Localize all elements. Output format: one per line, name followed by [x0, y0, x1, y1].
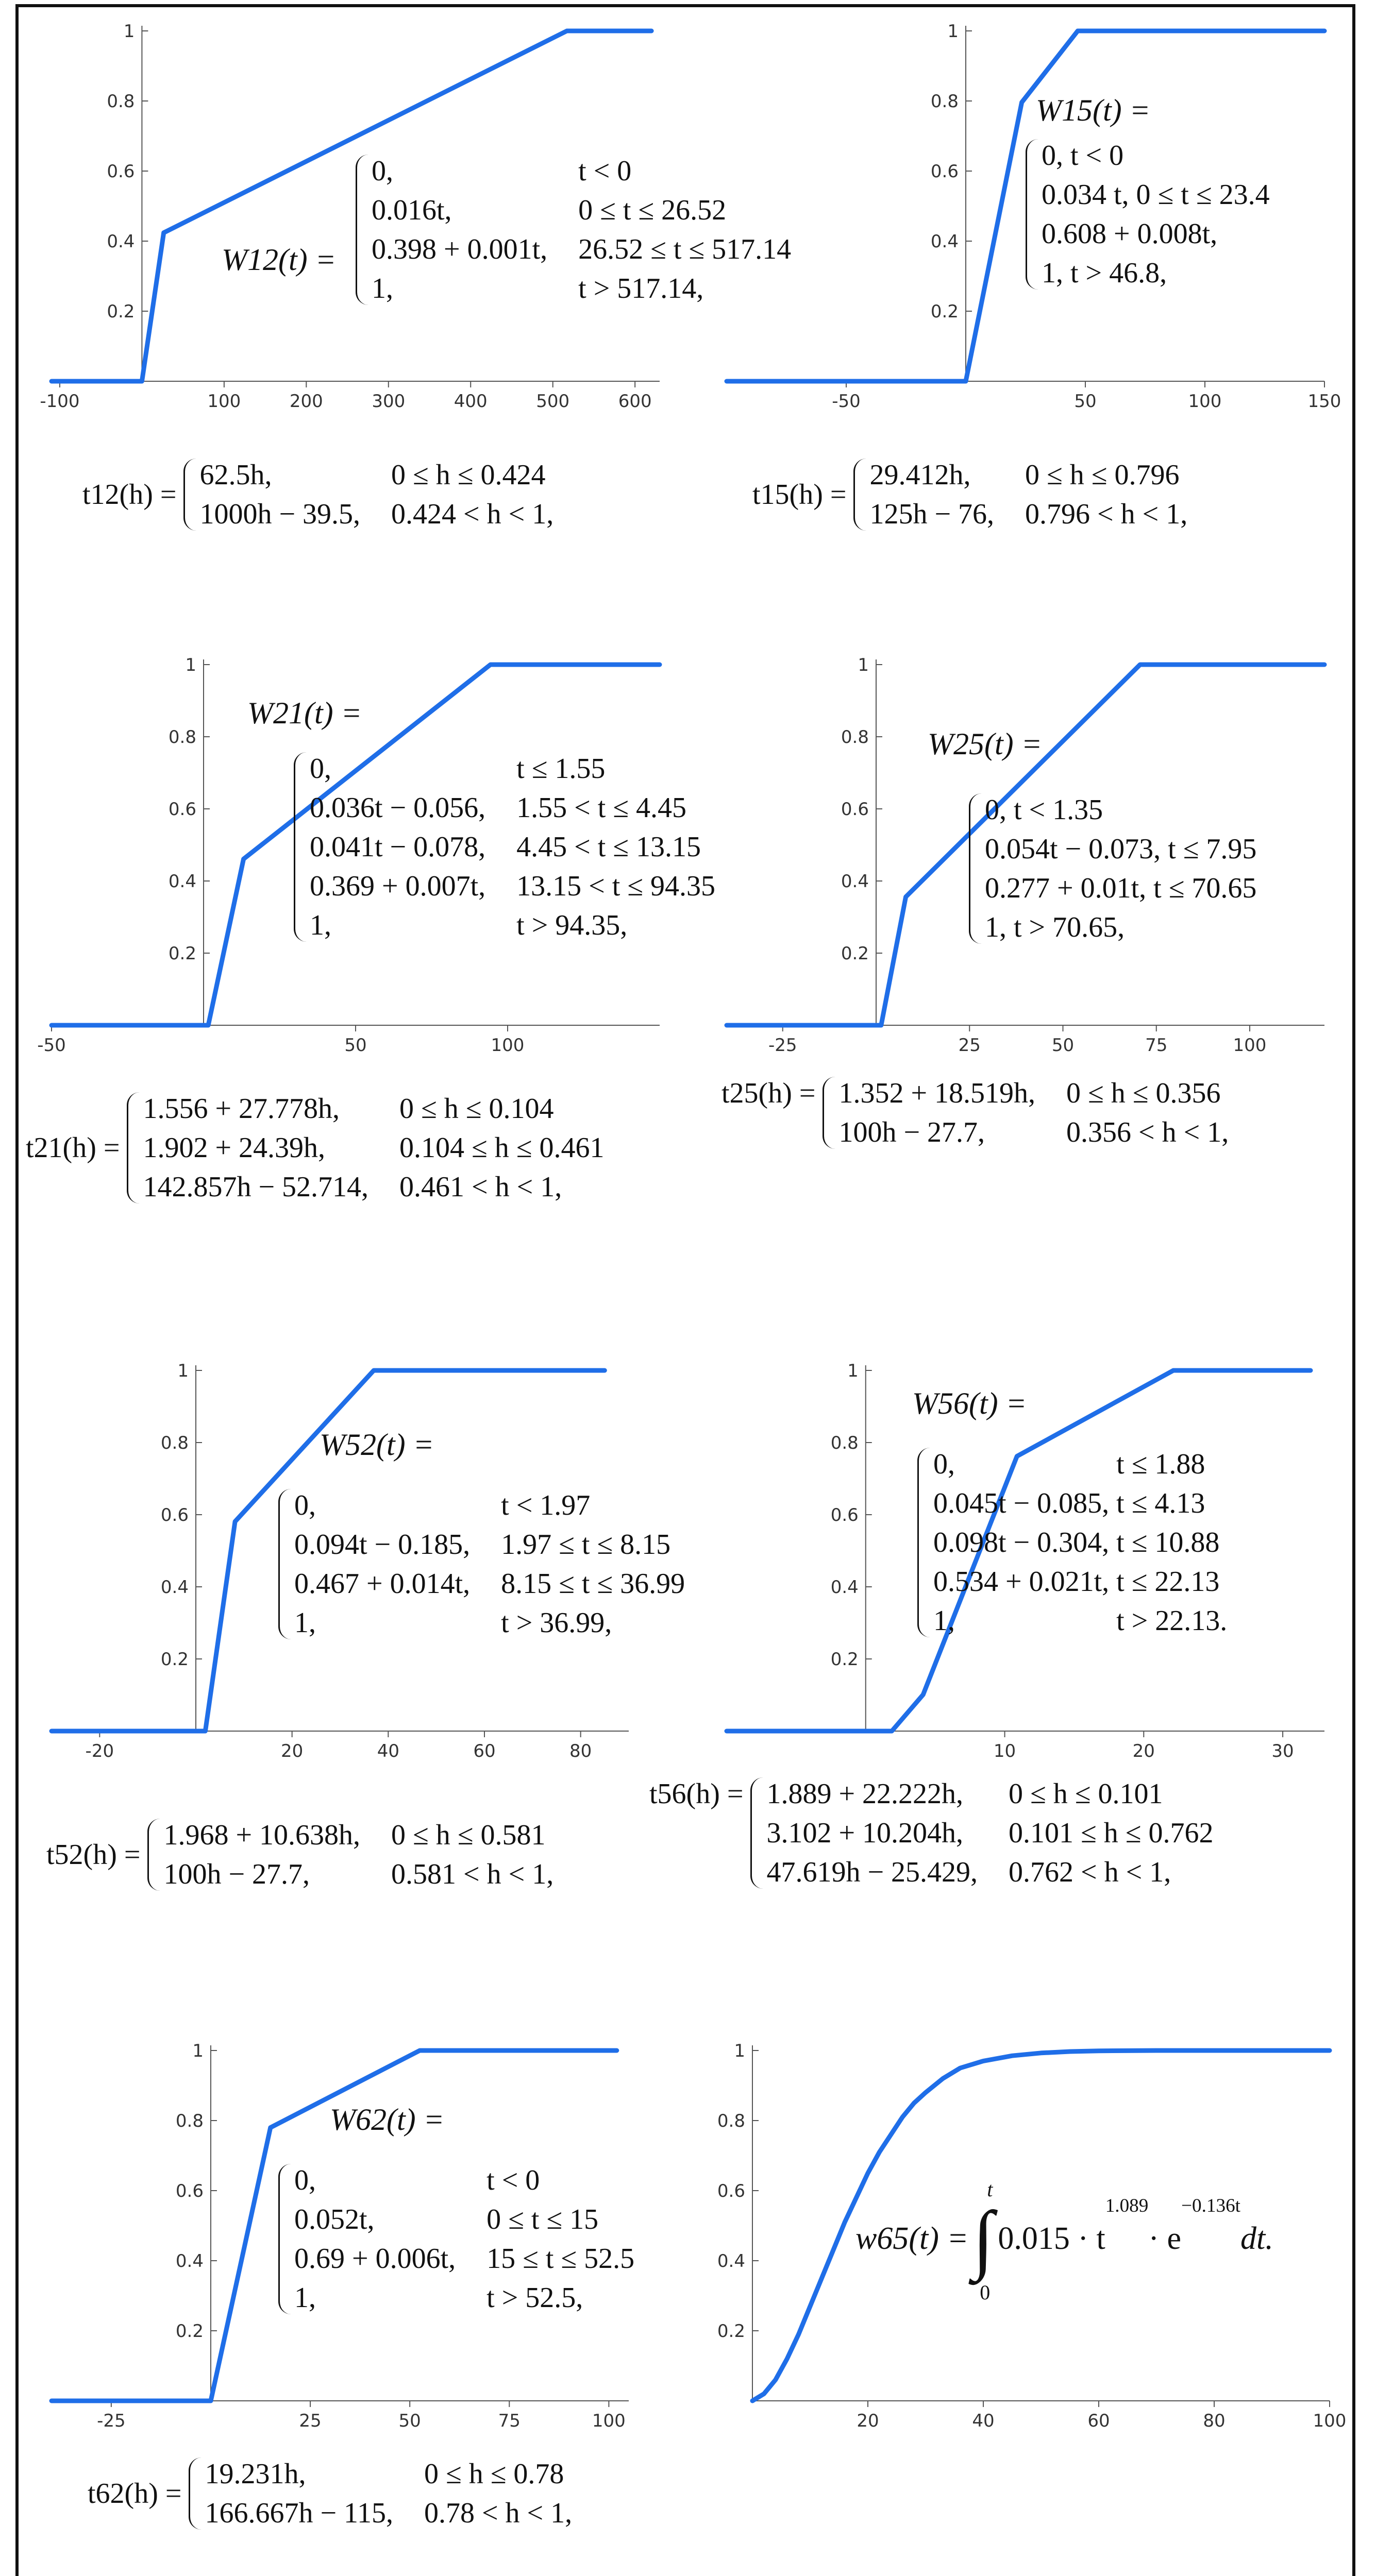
y-tick-label: 0.6 — [717, 2181, 745, 2201]
y-tick-label: 0.4 — [168, 871, 196, 892]
case-cond: t > 517.14, — [578, 273, 704, 304]
case-cond: t > 36.99, — [501, 1607, 612, 1639]
x-tick-label: 50 — [1074, 391, 1097, 412]
x-tick-label: 100 — [491, 1035, 525, 1056]
case-cond: 1.97 ≤ t ≤ 8.15 — [501, 1529, 671, 1561]
case-cond: 26.52 ≤ t ≤ 517.14 — [578, 233, 792, 265]
x-tick-label: 100 — [1188, 391, 1222, 412]
y-tick-label: 0.8 — [930, 91, 959, 112]
x-tick-label: -25 — [97, 2411, 126, 2431]
y-tick-label: 0.4 — [841, 871, 869, 892]
x-tick-label: 400 — [454, 391, 488, 412]
formula-t21-lhs: t21(h) = — [26, 1132, 120, 1164]
case-expr: 1, — [310, 909, 331, 941]
y-tick-label: 0.6 — [175, 2181, 204, 2201]
x-tick-label: 60 — [473, 1741, 496, 1761]
integral-mid: · e — [1148, 2221, 1182, 2256]
x-tick-label: 100 — [1313, 2411, 1347, 2431]
case-expr: 1.968 + 10.638h, — [163, 1819, 361, 1851]
y-tick-label: 1 — [192, 2041, 204, 2061]
x-tick-label: 40 — [972, 2411, 995, 2431]
case-cond: 0 ≤ t ≤ 26.52 — [578, 194, 727, 226]
case-expr: 0.369 + 0.007t, — [310, 870, 486, 902]
plot-w15-label: W15(t) = — [1036, 93, 1151, 127]
formula-t25-lhs: t25(h) = — [721, 1077, 816, 1109]
case-expr: 1, — [294, 2282, 316, 2314]
case-cond: 15 ≤ t ≤ 52.5 — [486, 2243, 635, 2275]
case-expr: 1, — [933, 1605, 955, 1637]
case-cond: 0 ≤ t ≤ 15 — [486, 2204, 599, 2235]
formula-t12-lhs: t12(h) = — [82, 479, 177, 511]
case-cond: t ≤ 1.88 — [1116, 1448, 1205, 1480]
case-cond: 0 ≤ h ≤ 0.78 — [424, 2458, 564, 2490]
plot-w62-label: W62(t) = — [330, 2103, 445, 2137]
plot-w21-label: W21(t) = — [247, 696, 362, 730]
x-tick-label: 20 — [281, 1741, 304, 1761]
x-tick-label: 500 — [536, 391, 570, 412]
y-tick-label: 1 — [734, 2041, 745, 2061]
case-expr: 0, — [310, 753, 331, 785]
x-tick-label: -50 — [37, 1035, 66, 1056]
y-tick-label: 0.4 — [717, 2251, 745, 2272]
x-tick-label: 20 — [857, 2411, 879, 2431]
x-tick-label: 100 — [207, 391, 241, 412]
x-tick-label: 600 — [618, 391, 652, 412]
x-tick-label: 30 — [1271, 1741, 1294, 1761]
case-expr: 3.102 + 10.204h, — [766, 1817, 964, 1849]
case-expr: 19.231h, — [205, 2458, 306, 2490]
y-tick-label: 0.6 — [168, 799, 196, 820]
x-tick-label: 75 — [498, 2411, 521, 2431]
case-expr: 1, — [372, 273, 393, 304]
case-expr: 0, — [933, 1448, 955, 1480]
case-cond: t > 94.35, — [516, 909, 628, 941]
x-tick-label: -20 — [85, 1741, 114, 1761]
x-tick-label: 75 — [1145, 1035, 1168, 1056]
case-expr: 0.534 + 0.021t, — [933, 1566, 1110, 1598]
case-expr: 0, t < 0 — [1042, 140, 1124, 172]
y-tick-label: 0.2 — [107, 301, 135, 322]
case-expr: 0.054t − 0.073, t ≤ 7.95 — [985, 833, 1257, 865]
x-tick-label: -50 — [832, 391, 861, 412]
case-expr: 0, — [294, 1489, 316, 1521]
y-tick-label: 0.6 — [930, 161, 959, 182]
case-cond: 8.15 ≤ t ≤ 36.99 — [501, 1568, 685, 1600]
x-tick-label: 25 — [299, 2411, 322, 2431]
case-cond: 0 ≤ h ≤ 0.101 — [1009, 1778, 1163, 1810]
case-expr: 0.016t, — [372, 194, 452, 226]
case-expr: 1.889 + 22.222h, — [766, 1778, 964, 1810]
integral-sign: ∫ t 0 — [972, 2178, 994, 2304]
case-expr: 0.467 + 0.014t, — [294, 1568, 471, 1600]
plot-w25-cases — [969, 793, 1264, 944]
formula-t15-lhs: t15(h) = — [752, 479, 847, 511]
y-tick-label: 0.8 — [841, 727, 869, 748]
integral-w65 — [855, 2178, 1273, 2304]
case-expr: 0.69 + 0.006t, — [294, 2243, 456, 2275]
x-tick-label: -100 — [40, 391, 80, 412]
case-cond: 0.424 < h < 1, — [391, 498, 554, 530]
case-cond: t < 0 — [578, 155, 632, 187]
case-cond: t ≤ 22.13 — [1116, 1566, 1220, 1598]
case-cond: 0.356 < h < 1, — [1066, 1116, 1229, 1148]
x-tick-label: 100 — [1233, 1035, 1267, 1056]
plot-w25-label: W25(t) = — [928, 727, 1043, 761]
y-tick-label: 1 — [847, 1361, 859, 1381]
y-tick-label: 0.4 — [107, 231, 135, 252]
plot-w52-cases — [278, 1489, 685, 1639]
y-tick-label: 1 — [858, 655, 869, 675]
case-expr: 142.857h − 52.714, — [143, 1171, 369, 1203]
case-cond: t > 22.13. — [1116, 1605, 1228, 1637]
x-tick-label: 50 — [398, 2411, 421, 2431]
y-tick-label: 0.8 — [168, 727, 196, 748]
x-tick-label: 80 — [1203, 2411, 1226, 2431]
case-cond: 13.15 < t ≤ 94.35 — [516, 870, 716, 902]
y-tick-label: 0.8 — [717, 2111, 745, 2131]
case-expr: 1.352 + 18.519h, — [838, 1077, 1036, 1109]
formula-t56-lhs: t56(h) = — [649, 1778, 744, 1810]
case-cond: 1.55 < t ≤ 4.45 — [516, 792, 687, 824]
formula-t56 — [649, 1777, 1214, 1889]
case-expr: 0.098t − 0.304, — [933, 1527, 1110, 1558]
case-expr: 0, — [294, 2164, 316, 2196]
case-expr: 1, — [294, 1607, 316, 1639]
y-tick-label: 0.8 — [160, 1433, 189, 1453]
case-expr: 0.041t − 0.078, — [310, 831, 486, 863]
y-tick-label: 0.8 — [107, 91, 135, 112]
integral-exp2: −0.136t — [1181, 2195, 1241, 2216]
case-expr: 0.036t − 0.056, — [310, 792, 486, 824]
case-expr: 0.034 t, 0 ≤ t ≤ 23.4 — [1042, 179, 1270, 211]
y-tick-label: 0.6 — [160, 1505, 189, 1526]
case-cond: 0.581 < h < 1, — [391, 1858, 554, 1890]
case-expr: 166.667h − 115, — [205, 2497, 393, 2529]
y-tick-label: 0.2 — [160, 1649, 189, 1670]
case-cond: 4.45 < t ≤ 13.15 — [516, 831, 701, 863]
y-tick-label: 0.2 — [930, 301, 959, 322]
x-tick-label: 60 — [1087, 2411, 1110, 2431]
case-cond: 0.796 < h < 1, — [1025, 498, 1188, 530]
x-tick-label: 25 — [958, 1035, 981, 1056]
case-expr: 100h − 27.7, — [163, 1858, 310, 1890]
case-cond: 0.101 ≤ h ≤ 0.762 — [1009, 1817, 1214, 1849]
integral-upper: t — [987, 2178, 993, 2201]
y-tick-label: 1 — [947, 21, 959, 42]
y-tick-label: 1 — [123, 21, 135, 42]
y-tick-label: 0.2 — [168, 943, 196, 964]
y-tick-label: 1 — [177, 1361, 189, 1381]
x-tick-label: 40 — [377, 1741, 399, 1761]
x-tick-label: 50 — [1051, 1035, 1075, 1056]
case-expr: 0.398 + 0.001t, — [372, 233, 548, 265]
integral-tail: dt. — [1240, 2221, 1273, 2256]
case-cond: 0 ≤ h ≤ 0.796 — [1025, 459, 1180, 491]
case-expr: 1.556 + 27.778h, — [143, 1093, 340, 1125]
y-tick-label: 0.4 — [930, 231, 959, 252]
case-cond: 0 ≤ h ≤ 0.424 — [391, 459, 546, 491]
plot-w15-cases — [1026, 139, 1277, 290]
x-tick-label: 150 — [1307, 391, 1341, 412]
x-tick-label: 20 — [1132, 1741, 1155, 1761]
plot-w12-label: W12(t) = — [222, 243, 337, 277]
formula-t52 — [46, 1819, 553, 1891]
case-expr: 1.902 + 24.39h, — [143, 1132, 326, 1164]
y-tick-label: 0.2 — [717, 2321, 745, 2342]
case-expr: 0.094t − 0.185, — [294, 1529, 471, 1561]
case-expr: 100h − 27.7, — [838, 1116, 985, 1148]
plot-w21-cases — [294, 752, 715, 942]
formula-t52-lhs: t52(h) = — [46, 1839, 141, 1871]
formula-t25 — [721, 1077, 1229, 1149]
case-expr: 1000h − 39.5, — [199, 498, 361, 530]
y-tick-label: 0.8 — [175, 2111, 204, 2131]
case-cond: 0.104 ≤ h ≤ 0.461 — [399, 1132, 605, 1164]
case-expr: 0.608 + 0.008t, — [1042, 218, 1218, 250]
y-tick-label: 0.2 — [175, 2321, 204, 2342]
case-cond: 0 ≤ h ≤ 0.356 — [1066, 1077, 1221, 1109]
plot-w52-label: W52(t) = — [320, 1428, 434, 1462]
case-cond: 0.461 < h < 1, — [399, 1171, 562, 1203]
case-expr: 0.277 + 0.01t, t ≤ 70.65 — [985, 872, 1257, 904]
case-cond: 0.762 < h < 1, — [1009, 1856, 1171, 1888]
formula-t21 — [26, 1092, 605, 1204]
y-tick-label: 0.2 — [841, 943, 869, 964]
case-expr: 29.412h, — [869, 459, 971, 491]
y-tick-label: 0.4 — [160, 1577, 189, 1598]
x-tick-label: -25 — [768, 1035, 797, 1056]
x-tick-label: 80 — [569, 1741, 592, 1761]
y-tick-label: 0.6 — [107, 161, 135, 182]
y-tick-label: 0.8 — [830, 1433, 859, 1453]
x-tick-label: 300 — [372, 391, 406, 412]
y-tick-label: 0.2 — [830, 1649, 859, 1670]
case-cond: 0 ≤ h ≤ 0.581 — [391, 1819, 546, 1851]
case-cond: t < 1.97 — [501, 1489, 591, 1521]
case-cond: t > 52.5, — [486, 2282, 583, 2314]
formula-t62 — [88, 2458, 572, 2530]
case-cond: 0 ≤ h ≤ 0.104 — [399, 1093, 554, 1125]
case-expr: 1, t > 46.8, — [1042, 257, 1167, 289]
plot-w62-cases — [278, 2164, 634, 2314]
integral-exp1: 1.089 — [1105, 2195, 1149, 2216]
x-tick-label: 50 — [344, 1035, 367, 1056]
case-expr: 47.619h − 25.429, — [766, 1856, 978, 1888]
case-expr: 1, t > 70.65, — [985, 911, 1125, 943]
case-expr: 125h − 76, — [869, 498, 995, 530]
integral-body: 0.015 · t — [998, 2221, 1105, 2256]
case-cond: t < 0 — [486, 2164, 540, 2196]
x-tick-label: 10 — [993, 1741, 1016, 1761]
formula-t62-lhs: t62(h) = — [88, 2478, 182, 2510]
case-cond: t ≤ 4.13 — [1116, 1487, 1205, 1519]
integral-lhs: w65(t) = — [855, 2221, 969, 2256]
formula-t15 — [752, 459, 1187, 531]
case-cond: t ≤ 10.88 — [1116, 1527, 1220, 1558]
case-expr: 0, t < 1.35 — [985, 794, 1103, 826]
case-expr: 0, — [372, 155, 393, 187]
case-cond: t ≤ 1.55 — [516, 753, 606, 785]
case-expr: 62.5h, — [199, 459, 272, 491]
x-tick-label: 200 — [289, 391, 323, 412]
case-cond: 0.78 < h < 1, — [424, 2497, 573, 2529]
case-expr: 0.045t − 0.085, — [933, 1487, 1110, 1519]
x-tick-label: 100 — [592, 2411, 626, 2431]
y-tick-label: 0.4 — [830, 1577, 859, 1598]
y-tick-label: 1 — [185, 655, 196, 675]
integral-lower: 0 — [980, 2281, 991, 2304]
plot-w56-cases — [917, 1448, 1227, 1637]
plot-w12-cases — [356, 155, 791, 305]
y-tick-label: 0.4 — [175, 2251, 204, 2272]
case-expr: 0.052t, — [294, 2204, 375, 2235]
plot-w56-label: W56(t) = — [912, 1386, 1027, 1420]
y-tick-label: 0.6 — [841, 799, 869, 820]
formula-t12 — [82, 459, 553, 531]
y-tick-label: 0.6 — [830, 1505, 859, 1526]
